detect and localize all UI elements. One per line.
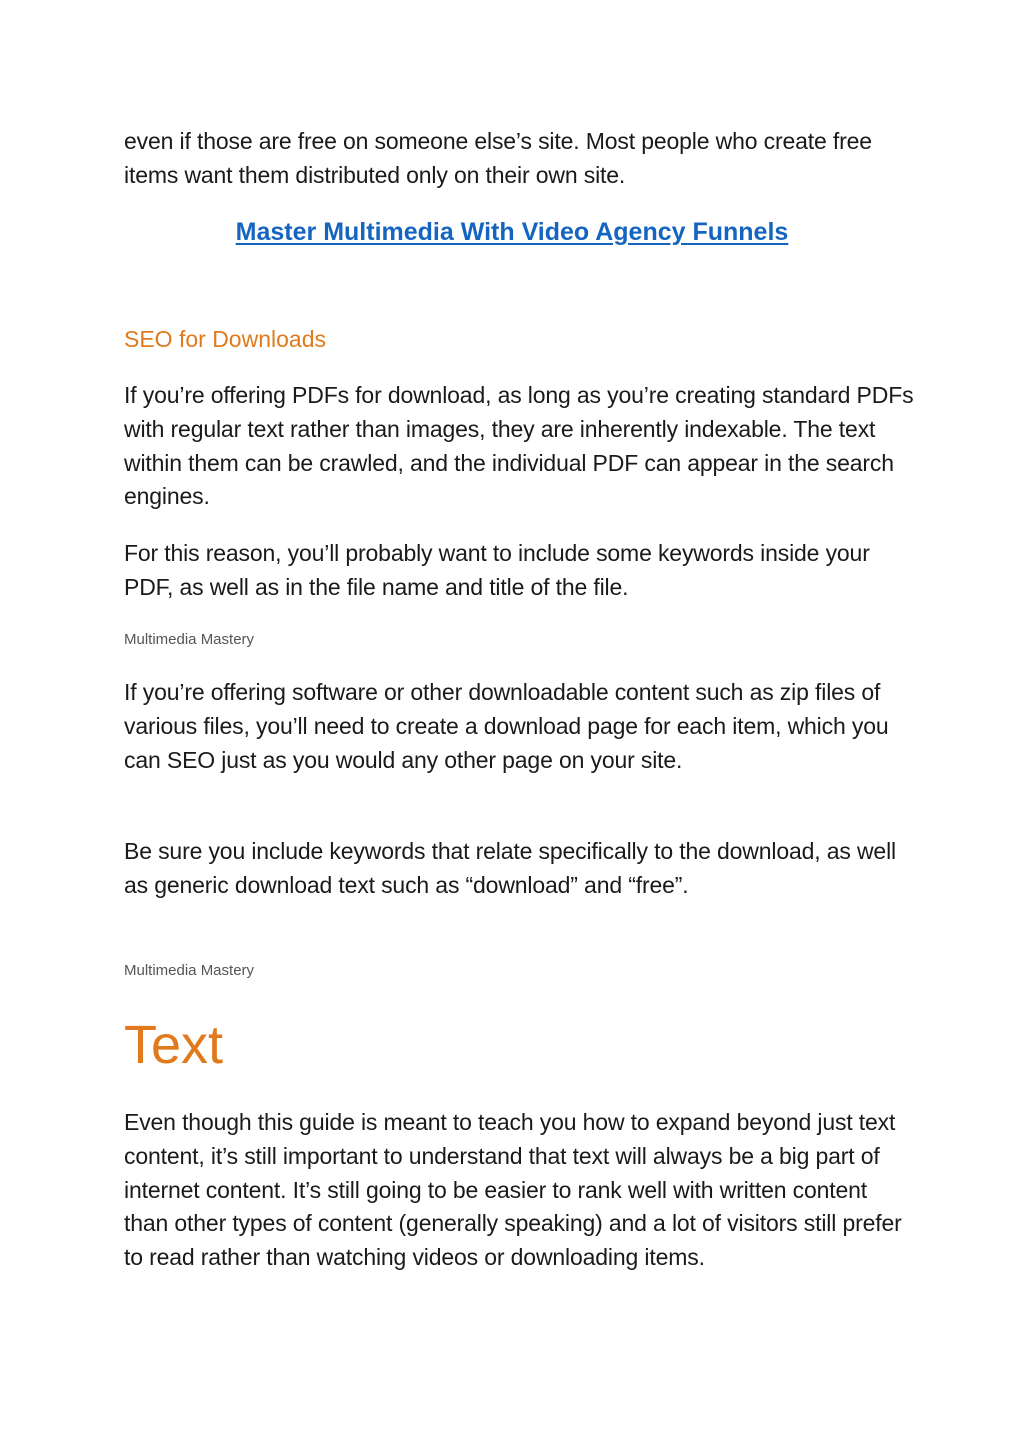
promo-link[interactable]: Master Multimedia With Video Agency Funnels (235, 218, 789, 246)
pdf-indexable-paragraph: If you’re offering PDFs for download, as long as you’re creating standard PDFs with regular text rather than images, they are inherently indexable. The text within them can be crawled, and the individual PDF can appear in the search engines. (124, 382, 914, 510)
caption-multimedia-mastery-2: Multimedia Mastery (124, 962, 255, 979)
keywords-pdf-paragraph: For this reason, you’ll probably want to include some keywords inside your PDF, as well as in the file name and title of the file. (124, 540, 870, 600)
seo-downloads-heading: SEO for Downloads (124, 326, 326, 352)
text-section-heading: Text (124, 1015, 224, 1075)
caption-multimedia-mastery: Multimedia Mastery (124, 631, 255, 648)
keywords-download-paragraph: Be sure you include keywords that relate specifically to the download, as well as generic download text such as “download” and “free”. (124, 838, 896, 898)
intro-paragraph: even if those are free on someone else’s site. Most people who create free items want them distributed only on their own site. (124, 128, 872, 188)
promo-link-line (0, 214, 1024, 250)
text-content-paragraph: Even though this guide is meant to teach you how to expand beyond just text content, it’s still important to understand that text will always be a big part of internet content. It’s still going to be easier to rank well with written content than other types of content (generally speaking) and a lot of visitors still prefer to read rather than watching videos or downloading items. (124, 1109, 902, 1271)
software-downloads-paragraph: If you’re offering software or other downloadable content such as zip files of various files, you’ll need to create a download page for each item, which you can SEO just as you would any other page on your site. (124, 679, 889, 773)
